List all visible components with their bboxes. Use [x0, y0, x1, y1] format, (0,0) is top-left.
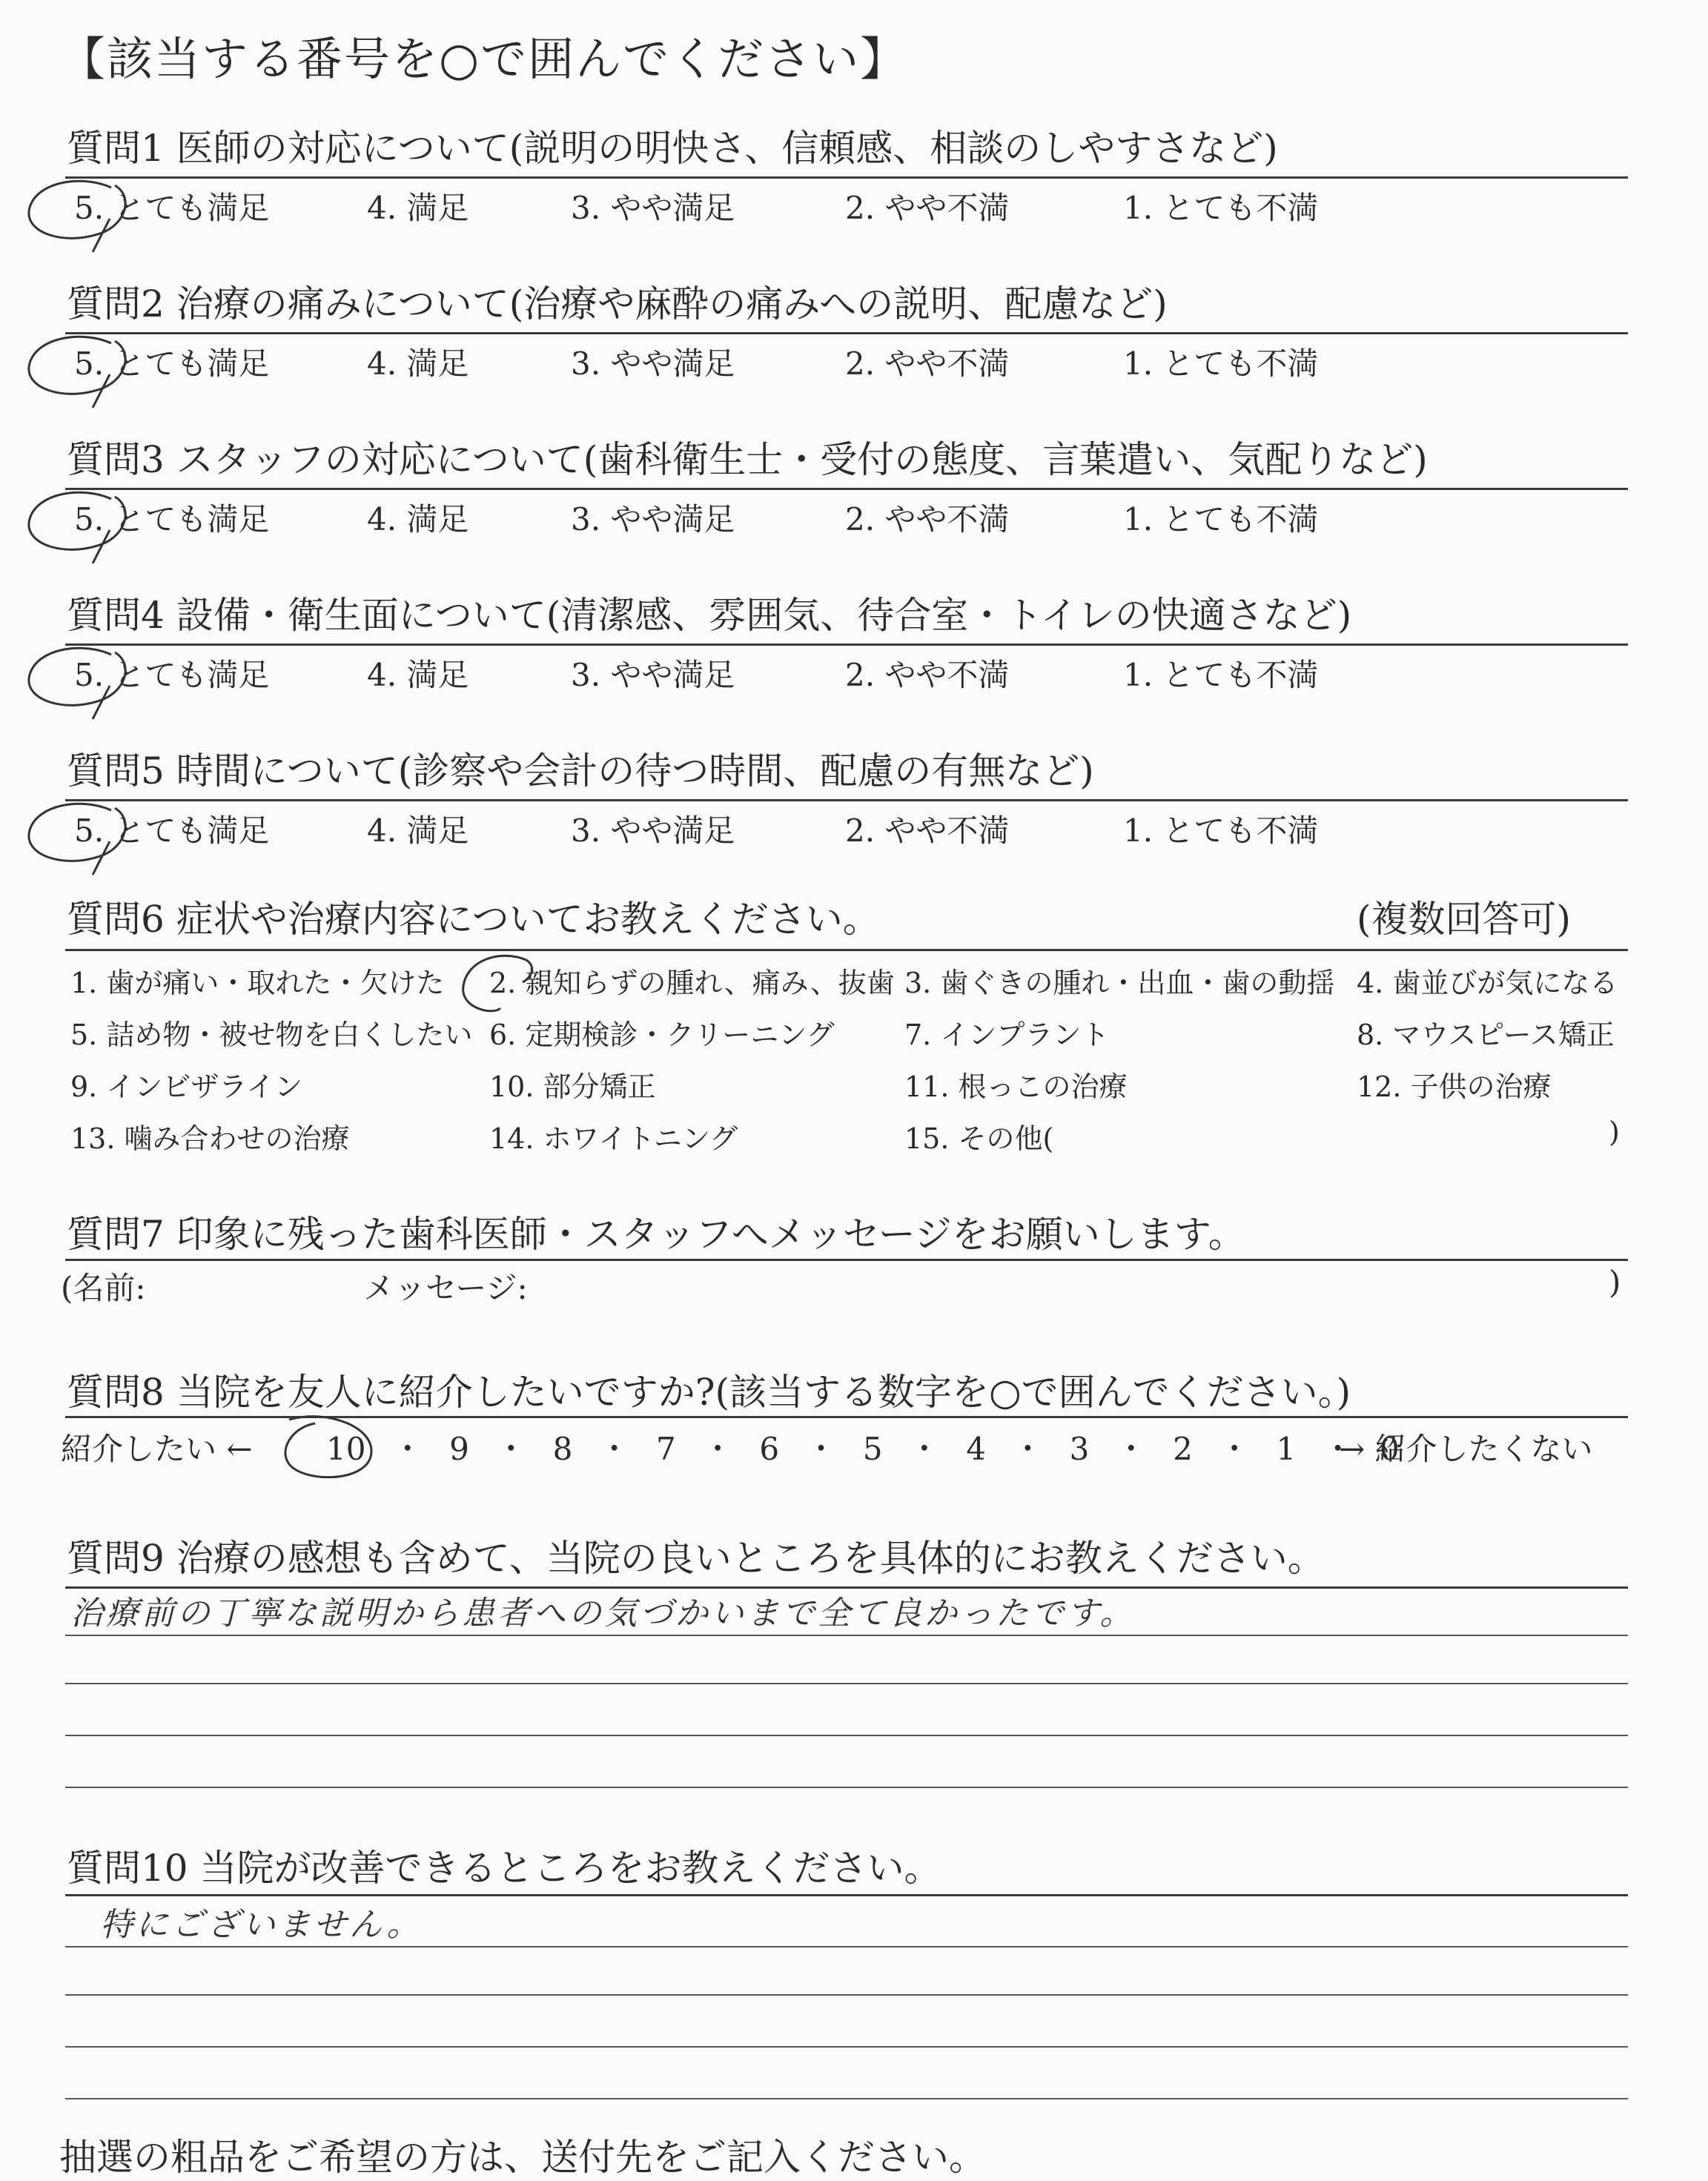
q10-answer: 特にございません。: [100, 1906, 423, 1944]
question-5-rule: [65, 799, 1628, 801]
q9-line-1: [65, 1635, 1628, 1636]
q7-name-label: (名前:: [61, 1270, 146, 1306]
q8-right-label: → 紹介したくない: [1339, 1431, 1593, 1467]
q8-left-label: 紹介したい ←: [61, 1431, 253, 1467]
q6-option-3[interactable]: 3. 歯ぐきの腫れ・出血・歯の動揺: [904, 967, 1335, 999]
question-5-selected-circle: [22, 797, 141, 878]
q6-label: 質問6 症状や治療内容についてお教えください。: [67, 898, 880, 941]
question-5-option-2[interactable]: 2. やや不満: [845, 813, 1010, 849]
question-1-option-2[interactable]: 2. やや不満: [845, 190, 1010, 226]
question-1-selected-circle: [22, 174, 141, 256]
question-5-option-3[interactable]: 3. やや満足: [571, 813, 735, 849]
question-2-rule: [65, 332, 1628, 334]
question-2-selected-circle: [22, 330, 141, 411]
q6-option-7[interactable]: 7. インプラント: [904, 1019, 1110, 1051]
page-title: 【該当する番号を○で囲んでください】: [59, 32, 908, 86]
q6-option-8[interactable]: 8. マウスピース矯正: [1357, 1019, 1615, 1051]
question-2-option-2[interactable]: 2. やや不満: [845, 345, 1010, 382]
question-4-option-4[interactable]: 4. 満足: [367, 657, 469, 693]
question-5-option-1[interactable]: 1. とても不満: [1123, 813, 1319, 849]
question-1-option-1[interactable]: 1. とても不満: [1123, 190, 1319, 226]
question-1-option-3[interactable]: 3. やや満足: [571, 190, 735, 226]
question-5-option-5[interactable]: 5. とても満足: [74, 813, 270, 849]
q9-label: 質問9 治療の感想も含めて、当院の良いところを具体的にお教えください。: [67, 1537, 1325, 1580]
question-5-option-4[interactable]: 4. 満足: [367, 813, 469, 849]
q6-option-13[interactable]: 13. 噛み合わせの治療: [70, 1122, 350, 1155]
q6-selected-circle: [456, 949, 545, 1016]
question-4-option-3[interactable]: 3. やや満足: [571, 657, 735, 693]
question-3-selected-circle: [22, 486, 141, 567]
question-1-option-4[interactable]: 4. 満足: [367, 190, 469, 226]
q9-answer: 治療前の丁寧な説明から患者への気づかいまで全て良かったです。: [70, 1595, 1136, 1632]
q9-line-2: [65, 1683, 1628, 1684]
question-3-option-5[interactable]: 5. とても満足: [74, 501, 270, 537]
q6-option-15[interactable]: 15. その他(: [904, 1122, 1054, 1155]
q7-close: ): [1609, 1264, 1621, 1300]
question-4-selected-circle: [22, 641, 141, 723]
q6-option-11[interactable]: 11. 根っこの治療: [904, 1070, 1128, 1103]
question-2-option-1[interactable]: 1. とても不満: [1123, 345, 1319, 382]
q7-rule: [65, 1259, 1628, 1261]
question-3-title: 質問3 スタッフの対応について(歯科衛生士・受付の態度、言葉遣い、気配りなど): [67, 438, 1428, 481]
q8-label: 質問8 当院を友人に紹介したいですか?(該当する数字を○で囲んでください。): [67, 1371, 1351, 1414]
q6-option-9[interactable]: 9. インビザライン: [70, 1070, 303, 1103]
question-3-option-4[interactable]: 4. 満足: [367, 501, 469, 537]
footer-note: 抽選の粗品をご希望の方は、送付先をご記入ください。: [59, 2136, 986, 2179]
question-4-option-2[interactable]: 2. やや不満: [845, 657, 1010, 693]
q10-label: 質問10 当院が改善できるところをお教えください。: [67, 1847, 941, 1890]
q6-rule: [65, 949, 1628, 951]
question-1-option-5[interactable]: 5. とても満足: [74, 190, 270, 226]
question-2-option-5[interactable]: 5. とても満足: [74, 345, 270, 382]
question-1-title: 質問1 医師の対応について(説明の明快さ、信頼感、相談のしやすさなど): [67, 127, 1278, 170]
question-3-option-3[interactable]: 3. やや満足: [571, 501, 735, 537]
q9-line-4: [65, 1787, 1628, 1788]
q9-line-3: [65, 1735, 1628, 1736]
q6-option-5[interactable]: 5. 詰め物・被せ物を白くしたい: [70, 1019, 473, 1051]
question-3-rule: [65, 488, 1628, 490]
q10-line-2: [65, 1994, 1628, 1996]
q8-scale: 10 ・ 9 ・ 8 ・ 7 ・ 6 ・ 5 ・ 4 ・ 3 ・ 2 ・ 1 ・ 0: [326, 1431, 1400, 1467]
question-4-option-5[interactable]: 5. とても満足: [74, 657, 270, 693]
q6-option-6[interactable]: 6. 定期検診・クリーニング: [489, 1019, 835, 1051]
question-4-option-1[interactable]: 1. とても不満: [1123, 657, 1319, 693]
q6-option-10[interactable]: 10. 部分矯正: [489, 1070, 656, 1103]
question-4-rule: [65, 643, 1628, 646]
question-3-option-1[interactable]: 1. とても不満: [1123, 501, 1319, 537]
q6-option-12[interactable]: 12. 子供の治療: [1357, 1070, 1552, 1103]
q10-line-1: [65, 1946, 1628, 1947]
question-5-title: 質問5 時間について(診察や会計の待つ時間、配慮の有無など): [67, 749, 1094, 792]
q10-line-4: [65, 2098, 1628, 2099]
q8-selected-circle: [274, 1412, 385, 1486]
q7-message-label: メッセージ:: [363, 1270, 528, 1306]
q6-option-4[interactable]: 4. 歯並びが気になる: [1357, 967, 1618, 999]
question-2-option-4[interactable]: 4. 満足: [367, 345, 469, 382]
q6-option-14[interactable]: 14. ホワイトニング: [489, 1122, 738, 1155]
question-2-title: 質問2 治療の痛みについて(治療や麻酔の痛みへの説明、配慮など): [67, 282, 1168, 325]
q10-line-3: [65, 2046, 1628, 2048]
q6-note: (複数回答可): [1357, 898, 1572, 941]
q7-label: 質問7 印象に残った歯科医師・スタッフへメッセージをお願いします。: [67, 1213, 1245, 1256]
q10-rule: [65, 1894, 1628, 1896]
question-1-rule: [65, 176, 1628, 179]
question-4-title: 質問4 設備・衛生面について(清潔感、雰囲気、待合室・トイレの快適さなど): [67, 594, 1352, 637]
q6-other-close: ): [1609, 1116, 1620, 1148]
q6-option-1[interactable]: 1. 歯が痛い・取れた・欠けた: [70, 967, 445, 999]
question-3-option-2[interactable]: 2. やや不満: [845, 501, 1010, 537]
question-2-option-3[interactable]: 3. やや満足: [571, 345, 735, 382]
q6-option-2[interactable]: 2. 親知らずの腫れ、痛み、抜歯: [489, 967, 895, 999]
